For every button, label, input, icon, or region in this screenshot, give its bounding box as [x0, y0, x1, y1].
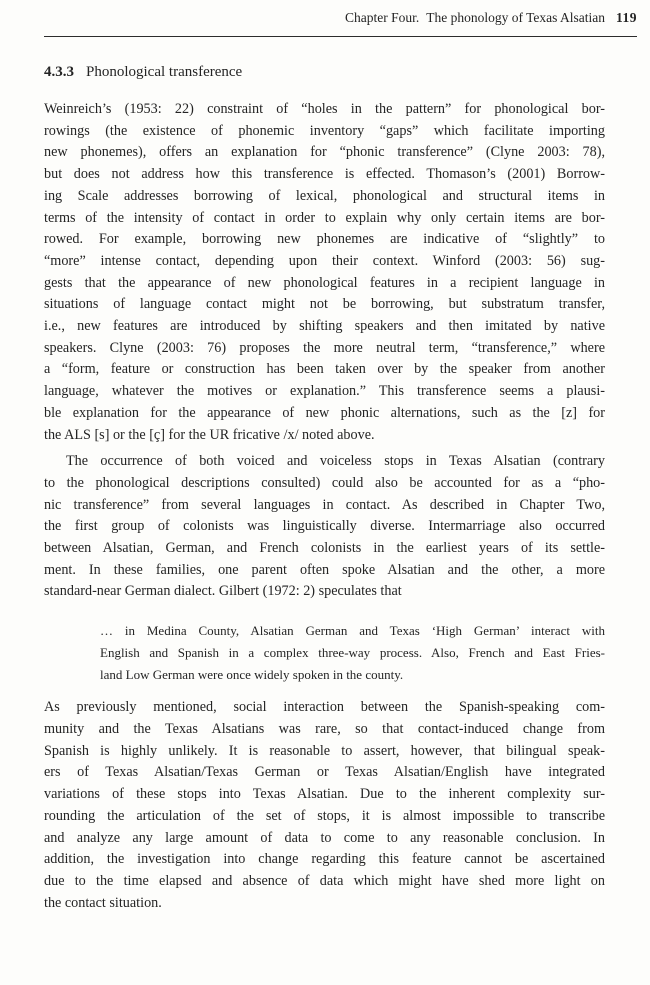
text-line: ing Scale addresses borrowing of lexical, phonological and structural items in	[44, 187, 605, 204]
section-title: Phonological transference	[86, 64, 243, 80]
running-head-chapter: Chapter Four.	[344, 10, 420, 25]
text-line: gests that the appearance of new phonological features in a recipient language in	[44, 274, 605, 291]
paragraph-conclusion	[44, 697, 605, 914]
running-head	[44, 9, 637, 27]
text-line: language, whatever the motives or explanation.” This transference seems a plausi-	[44, 383, 605, 400]
text-line: As previously mentioned, social interaction between the Spanish-speaking com-	[44, 699, 605, 716]
text-line: a “form, feature or construction has been taken over by the speaker from another	[44, 361, 605, 378]
text-line: “more” intense contact, depending upon their context. Winford (2003: 56) sug-	[44, 252, 605, 269]
text-line: the contact situation.	[44, 894, 162, 911]
section-heading	[44, 62, 605, 82]
text-line: new phonemes), offers an explanation for “phonic transference” (Clyne 2003: 78),	[44, 144, 605, 161]
text-line: to the phonological descriptions consulted) could also be accounted for as a “pho-	[44, 474, 605, 491]
text-line: ble explanation for the appearance of new phonic alternations, such as the [z] for	[44, 404, 605, 421]
text-line: The occurrence of both voiced and voiceless stops in Texas Alsatian (contrary	[66, 453, 605, 470]
text-line: ers of Texas Alsatian/Texas German or Texas Alsatian/English have integrated	[44, 764, 605, 781]
text-line: and analyze any large amount of data to come to any reasonable conclusion. In	[44, 829, 605, 846]
text-line: Spanish is highly unlikely. It is reasonable to assert, however, that bilingual speak-	[44, 742, 605, 759]
text-line: rowings (the existence of phonemic inventory “gaps” which facilitate importing	[44, 122, 605, 139]
paragraph-transference-intro	[44, 99, 605, 446]
text-line: munity and the Texas Alsatians was rare, so that contact-induced change from	[44, 720, 605, 737]
text-line: ment. In these families, one parent often spoke Alsatian and the other, a more	[44, 561, 605, 578]
text-line: … in Medina County, Alsatian German and Texas ‘High German’ interact with	[100, 623, 605, 639]
text-line: nic transference” from several languages in contact. As described in Chapter Two,	[44, 496, 605, 513]
text-line: between Alsatian, German, and French colonists in the earliest years of its settle-	[44, 540, 605, 557]
text-line: the ALS [s] or the [ç] for the UR fricative /x/ noted above.	[44, 426, 375, 443]
text-line: variations of these stops into Texas Alsatian. Due to the inherent complexity sur-	[44, 786, 605, 803]
text-line: the first group of colonists was linguistically diverse. Intermarriage also occurred	[44, 518, 605, 535]
running-head-title: The phonology of Texas Alsatian	[426, 10, 605, 25]
text-line: but does not address how this transference is effected. Thomason’s (2001) Borrow-	[44, 166, 605, 183]
text-line: English and Spanish in a complex three-way process. Also, French and East Fries-	[100, 644, 605, 660]
text-line: terms of the intensity of contact in order to explain why only certain items are bor-	[44, 209, 605, 226]
text-line: rowed. For example, borrowing new phonemes are indicative of “slightly” to	[44, 231, 605, 248]
text-line: land Low German were once widely spoken in the county.	[100, 666, 404, 682]
text-line: i.e., new features are introduced by shifting speakers and then imitated by native	[44, 318, 605, 335]
text-line: Weinreich’s (1953: 22) constraint of “holes in the pattern” for phonological bor-	[44, 101, 605, 117]
text-line: speakers. Clyne (2003: 76) proposes the more neutral term, “transference,” where	[44, 339, 605, 356]
text-line: standard-near German dialect. Gilbert (1972: 2) speculates that	[44, 583, 402, 600]
text-line: rounding the articulation of the set of stops, it is almost impossible to transcribe	[44, 807, 605, 824]
blockquote-gilbert	[100, 620, 605, 685]
paragraph-occurrence-stops	[44, 451, 605, 603]
text-line: situations of language contact might not be borrowing, but substratum transfer,	[44, 296, 605, 313]
text-line: addition, the investigation into change regarding this feature cannot be ascertained	[44, 851, 605, 868]
page-number: 119	[615, 10, 637, 25]
text-line: due to the time elapsed and absence of data which might have shed more light on	[44, 872, 605, 889]
header-rule	[44, 36, 637, 37]
section-number: 4.3.3	[44, 64, 74, 80]
